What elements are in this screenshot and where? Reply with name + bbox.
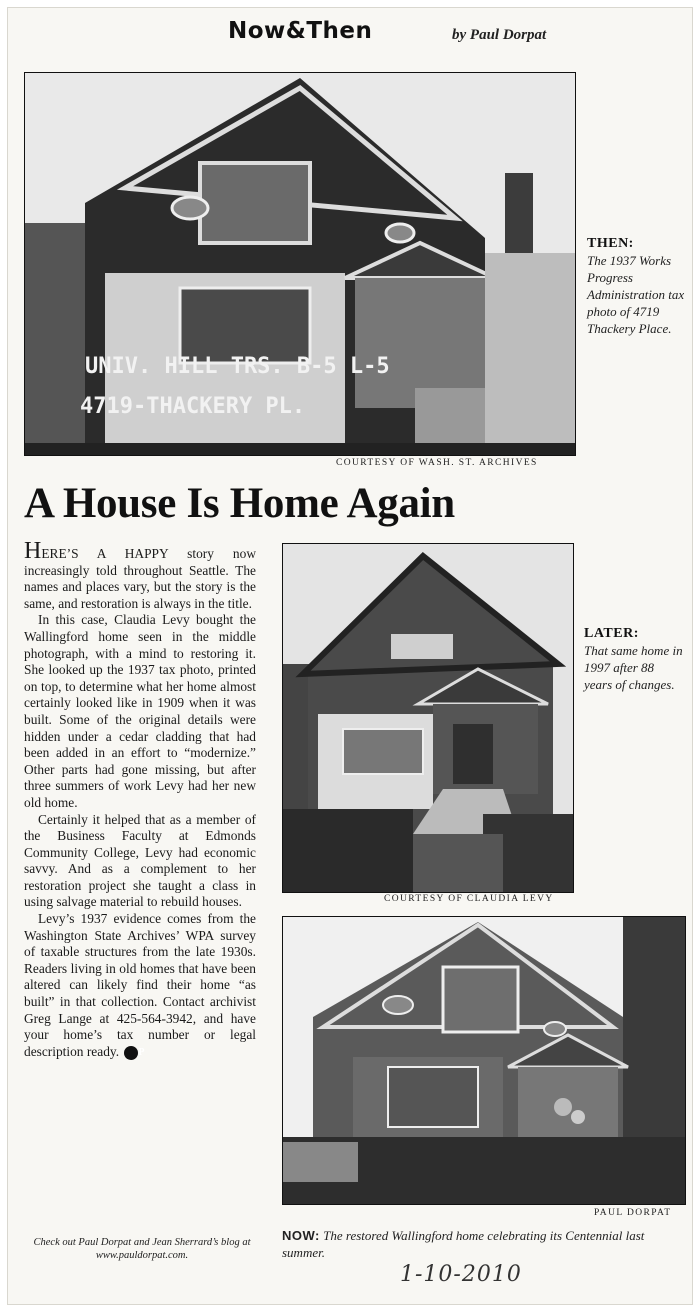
now-label: NOW: (282, 1228, 320, 1243)
now-credit: PAUL DORPAT (594, 1208, 672, 1218)
headline: A House Is Home Again (24, 480, 455, 527)
column-title: Now&Then (228, 18, 373, 44)
then-overlay-line2: 4719-THACKERY PL. (80, 394, 306, 419)
later-credit: COURTESY OF CLAUDIA LEVY (384, 894, 554, 904)
then-caption-text: The 1937 Works Progress Administration tax photo of 4719 Thackery Place. (587, 253, 685, 336)
later-label: LATER: (584, 626, 639, 641)
drop-cap: H (24, 538, 42, 564)
later-caption (584, 626, 684, 693)
article-paragraph-3: Certainly it helped that as a member of the Business Faculty at Edmonds Community College, Levy had economic savvy. And as a complement to her restoration project she taught a class in using salvage material to rebuild houses. (24, 811, 256, 910)
later-photo (282, 543, 574, 893)
later-caption-text: That same home in 1997 after 88 years of changes. (584, 643, 683, 692)
byline: by Paul Dorpat (452, 27, 547, 43)
article-paragraph-1: HERE’S A HAPPY story now increasingly told throughout Seattle. The names and places vary, but the story is the same, and restoration is always in the title. (24, 538, 256, 611)
handwritten-date: 1-10-2010 (400, 1262, 522, 1287)
then-photo (24, 72, 576, 456)
now-photo (282, 916, 686, 1205)
then-label: THEN: (587, 236, 634, 251)
article-body (24, 538, 256, 1060)
blog-note: Check out Paul Dorpat and Jean Sherrard’s blog at www.pauldorpat.com. (33, 1237, 251, 1261)
end-mark-icon: P (124, 1046, 138, 1060)
article-paragraph-4: Levy’s 1937 evidence comes from the Washington State Archives’ WPA survey of taxable structures from the late 1930s. Readers living in old homes that have been altered can likely find their home “as built” in that collection. Contact archivist Greg Lange at 425-564-3942, and have your home’s tax number or legal description ready. P (24, 911, 256, 1059)
then-caption (587, 236, 687, 337)
now-caption-text: The restored Wallingford home celebrating its Centennial last summer. (282, 1228, 645, 1260)
article-paragraph-2: In this case, Claudia Levy bought the Wallingford home seen in the middle photograph, with a mind to restoring it. She looked up the 1937 tax photo, printed on top, to determine what her home almost certainly looked like in 1909 when it was built. Some of the original details were hidden under a cedar cladding that had been added in an effort to “modernize.” Other parts had gone missing, but after three summers of work Levy had her new old home. (24, 612, 256, 810)
then-credit: COURTESY OF WASH. ST. ARCHIVES (336, 458, 538, 468)
now-caption (282, 1227, 680, 1261)
then-overlay-line1: UNIV. HILL TRS. B-5 L-5 (85, 354, 390, 379)
